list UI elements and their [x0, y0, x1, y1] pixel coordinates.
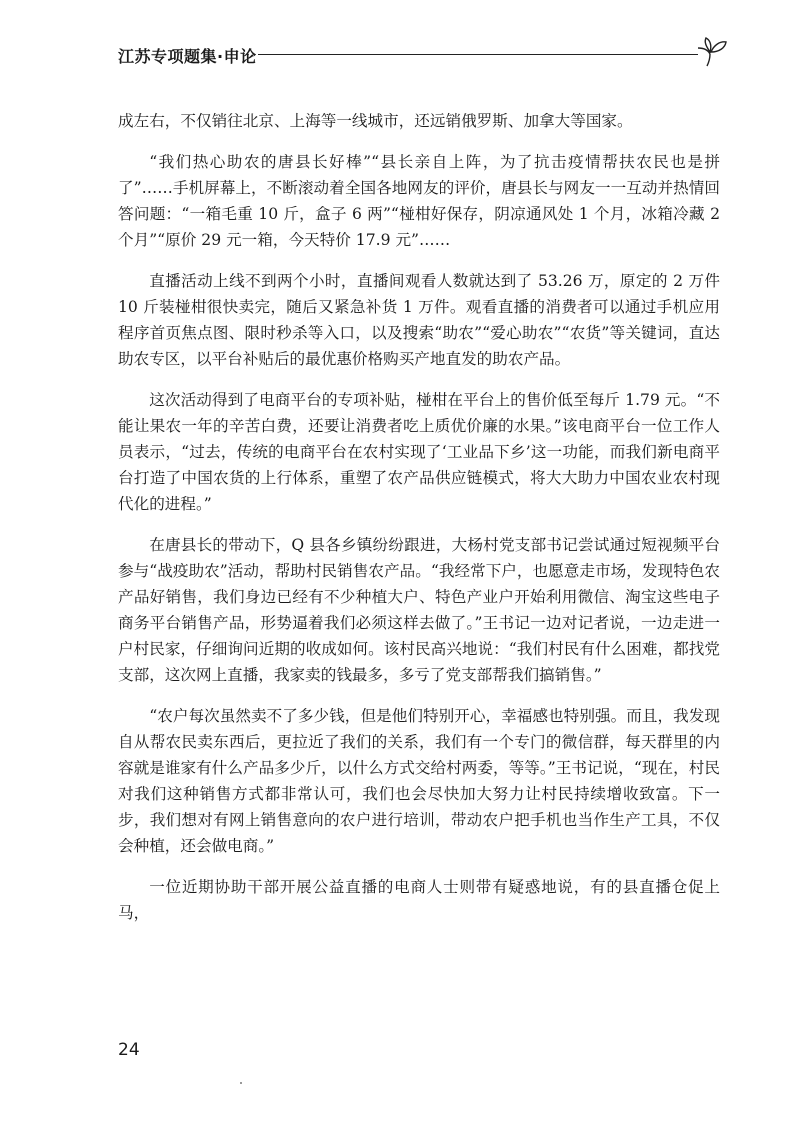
- paragraph-1: 成左右，不仅销往北京、上海等一线城市，还远销俄罗斯、加拿大等国家。: [118, 112, 633, 130]
- header-rule: [258, 54, 698, 55]
- page-number: 24: [118, 1040, 140, 1060]
- scan-speck: [240, 1082, 242, 1084]
- paragraph-4: 这次活动得到了电商平台的专项补贴，椪柑在平台上的售价低至每斤 1.79 元。“不能让果农一年的辛苦白费，还要让消费者吃上质优价廉的水果。”该电商平台一位工作人员表示，“过去，传统的电商平台在农村实现了‘工业品下乡’这一功能，而我们新电商平台打造了中国农货的上行体系，重塑了农产品供应链模式，将大大助力中国农业农村现代化的进程。”: [118, 391, 720, 513]
- paragraph-6: “农户每次虽然卖不了多少钱，但是他们特别开心，幸福感也特别强。而且，我发现自从帮农民卖东西后，更拉近了我们的关系，我们有一个专门的微信群，每天群里的内容就是谁家有什么产品多少斤，以什么方式交给村两委，等等。”王书记说，“现在，村民对我们这种销售方式都非常认可，我们也会尽快加大努力让村民持续增收致富。下一步，我们想对有网上销售意向的农户进行培训，带动农户把手机也当作生产工具，不仅会种植，还会做电商。”: [118, 707, 720, 855]
- sprout-icon: [692, 36, 732, 68]
- body-text: [118, 108, 720, 941]
- header-title: 江苏专项题集·申论: [118, 47, 257, 66]
- running-header: [118, 44, 728, 74]
- paragraph-3: 直播活动上线不到两个小时，直播间观看人数就达到了 53.26 万，原定的 2 万件 10 斤装椪柑很快卖完，随后又紧急补货 1 万件。观看直播的消费者可以通过手机应用程序首页焦点图、限时秒杀等入口，以及搜索“助农”“爱心助农”“农货”等关键词，直达助农专区，以平台补贴后的最优惠价格购买产地直发的助农产品。: [118, 272, 720, 368]
- paragraph-2: “我们热心助农的唐县长好棒”“县长亲自上阵，为了抗击疫情帮扶农民也是拼了”……手机屏幕上，不断滚动着全国各地网友的评价，唐县长与网友一一互动并热情回答问题：“一箱毛重 10 斤，盒子 6 两”“椪柑好保存，阴凉通风处 1 个月，冰箱冷藏 2 个月”“原价 29 元一箱，今天特价 17.9 元”……: [118, 153, 720, 249]
- paragraph-5: 在唐县长的带动下，Q 县各乡镇纷纷跟进，大杨村党支部书记尝试通过短视频平台参与“战疫助农”活动，帮助村民销售农产品。“我经常下户，也愿意走市场，发现特色农产品好销售，我们身边已经有不少种植大户、特色产业户开始利用微信、淘宝这些电子商务平台销售产品，形势逼着我们必须这样去做了。”王书记一边对记者说，一边走进一户村民家，仔细询问近期的收成如何。该村民高兴地说：“我们村民有什么困难，都找党支部，这次网上直播，我家卖的钱最多，多亏了党支部帮我们搞销售。”: [118, 536, 720, 684]
- paragraph-7: 一位近期协助干部开展公益直播的电商人士则带有疑惑地说，有的县直播仓促上马，: [118, 878, 720, 922]
